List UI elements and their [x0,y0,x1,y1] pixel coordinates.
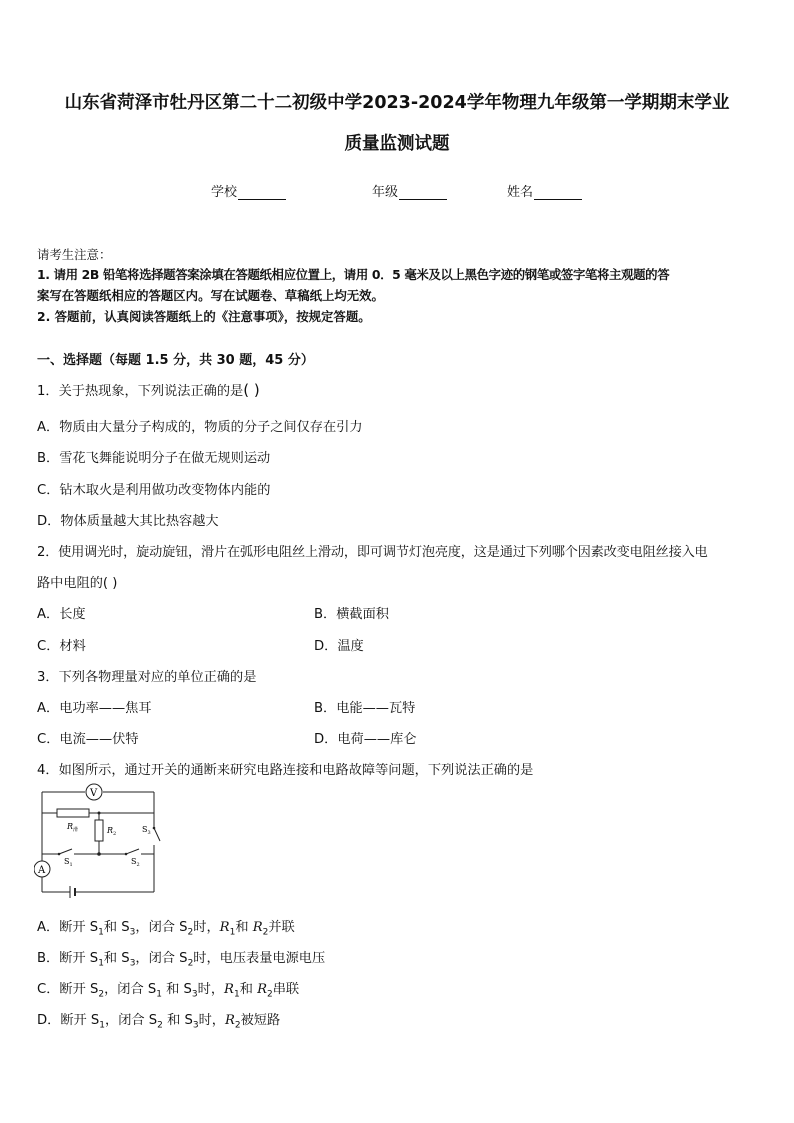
name-field [507,181,582,200]
q2-option-b: B．横截面积 [314,607,389,622]
circuit-diagram [34,782,166,900]
notice-item1a: 1. 请用 2B 铅笔将选择题答案涂填在答题纸相应位置上，请用 0．5 毫米及以上黑色字迹的钢笔或签字笔将主观题的答 [37,267,670,282]
q4-option-b: B．断开 $S_1$和 $S_3$，闭合 $S_2$时，电压表量电源电压 [37,951,326,969]
q3-option-b: B．电能——瓦特 [314,701,416,716]
grade-blank [399,187,447,200]
grade-label: 年级 [372,185,399,200]
q3-stem: 3．下列各物理量对应的单位正确的是 [37,670,257,685]
school-label: 学校 [211,185,238,200]
q2-option-d: D．温度 [314,639,364,654]
q1-option-b: B．雪花飞舞能说明分子在做无规则运动 [37,451,271,466]
q4-option-a: A．断开 $S_1$和 $S_3$，闭合 $S_2$时，$R_1$和 $R_2$并联 [37,920,295,938]
q1-option-a: A．物质由大量分子构成的，物质的分子之间仅存在引力 [37,420,363,435]
voltmeter-label: V [90,788,98,799]
q1-paren: ( ) [243,381,260,399]
name-blank [534,187,582,200]
q4-option-d: D．断开 $S_1$，闭合 $S_2$ 和 $S_3$时，$R_2$被短路 [37,1013,281,1031]
section-heading: 一、选择题（每题 1.5 分，共 30 题，45 分） [37,353,314,368]
notice-heading: 请考生注意： [37,247,112,262]
q2-stem-line2: 路中电阻的( ) [37,576,118,591]
q1-option-c: C．钻木取火是利用做功改变物体内能的 [37,483,271,498]
q3-option-d: D．电荷——库仑 [314,732,417,747]
name-label: 姓名 [507,185,534,200]
q2-option-a: A．长度 [37,607,86,622]
s3-label: $S_3$ [142,825,151,836]
r2-label: $R_2$ [107,826,117,837]
q3-option-a: A．电功率——焦耳 [37,701,152,716]
q4-option-c: C．断开 $S_2$，闭合 $S_1$ 和 $S_3$时，$R_1$和 $R_2$串联 [37,982,300,1000]
notice-item2: 2. 答题前，认真阅读答题纸上的《注意事项》，按规定答题。 [37,309,371,324]
q2-option-c: C．材料 [37,639,86,654]
q4-stem: 4．如图所示，通过开关的通断来研究电路连接和电路故障等问题，下列说法正确的是 [37,763,534,778]
exam-title-line2: 质量监测试题 [344,134,450,154]
q1-stem [37,380,260,399]
q2-stem-line1: 2．使用调光时，旋动旋钮，滑片在弧形电阻丝上滑动，即可调节灯泡亮度，这是通过下列哪个因素改变电阻丝接入电 [37,545,708,560]
notice-item1b: 案写在答题纸相应的答题区内。写在试题卷、草稿纸上均无效。 [37,288,384,303]
r-slider-label: $R_滑$ [67,822,79,833]
school-blank [238,187,286,200]
q1-stem-text: 1．关于热现象，下列说法正确的是 [37,384,244,399]
s1-label: $S_1$ [64,857,73,868]
q1-option-d: D．物体质量越大其比热容越大 [37,514,219,529]
ammeter-label: A [38,865,46,876]
s2-label: $S_2$ [131,857,140,868]
q3-option-c: C．电流——伏特 [37,732,139,747]
exam-title-line1: 山东省菏泽市牡丹区第二十二初级中学2023-2024学年物理九年级第一学期期末学业 [64,93,730,113]
school-field [211,181,286,200]
grade-field [372,181,447,200]
